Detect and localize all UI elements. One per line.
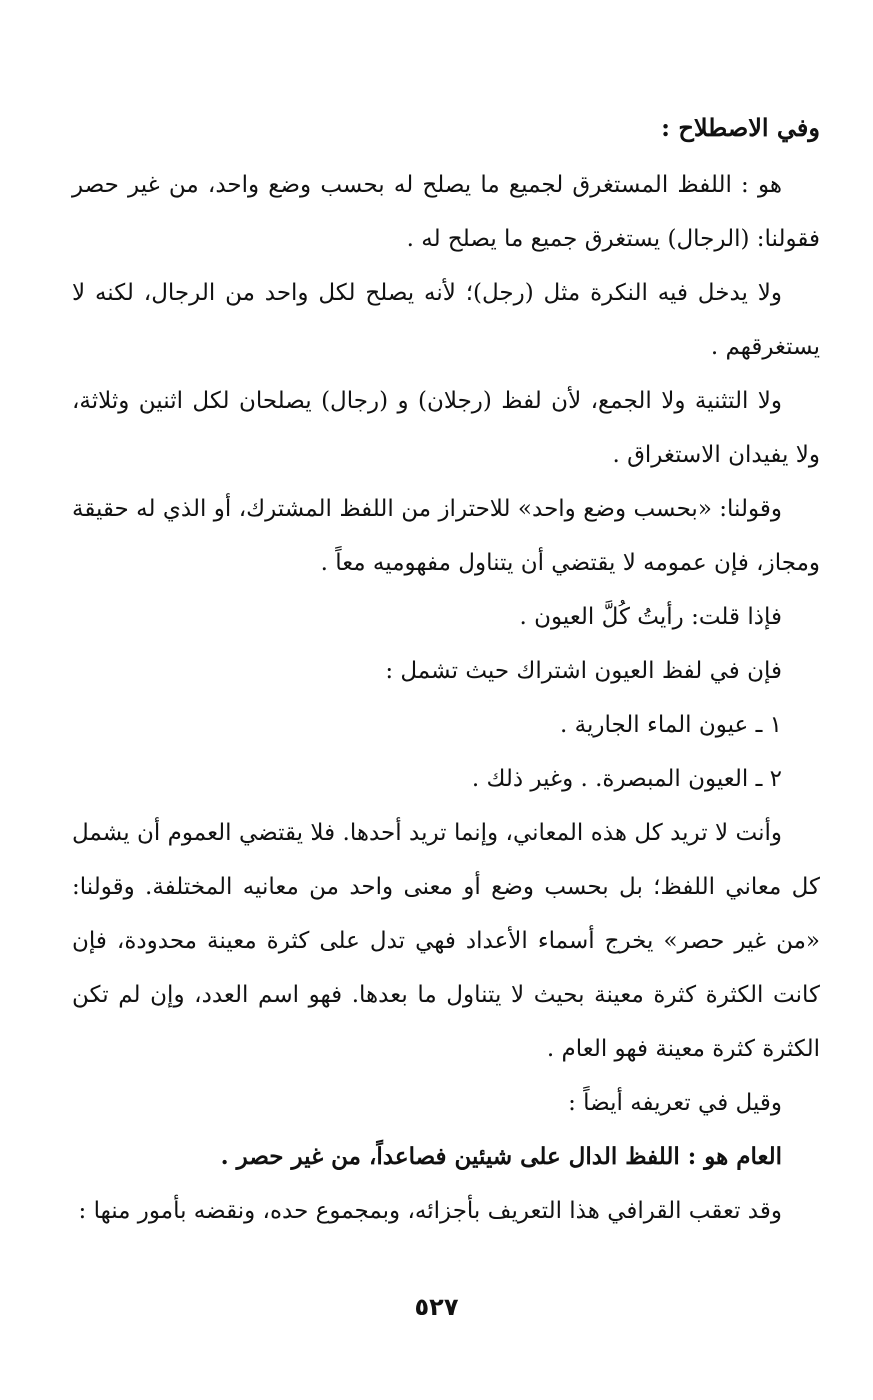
paragraph-definition: هو : اللفظ المستغرق لجميع ما يصلح له بحسب وضع واحد، من غير حصر فقولنا: (الرجال) يستغرق جميع ما يصلح له . — [72, 172, 820, 252]
paragraph-alt-definition-intro: وقيل في تعريفه أيضاً : — [568, 1090, 782, 1116]
list-item-1: ١ ـ عيون الماء الجارية . — [559, 712, 782, 738]
page-number: ٥٢٧ — [414, 1293, 459, 1321]
section-heading: وفي الاصطلاح : — [661, 113, 820, 142]
paragraph-dual-plural: ولا التثنية ولا الجمع، لأن لفظ (رجلان) و (رجال) يصلحان لكل اثنين وثلاثة، ولا يفيدان الاستغراق . — [72, 388, 820, 468]
page-body — [72, 100, 820, 1238]
paragraph-explanation: وأنت لا تريد كل هذه المعاني، وإنما تريد أحدها. فلا يقتضي العموم أن يشمل كل معاني اللفظ؛ بل بحسب وضع أو معنى واحد من معانيه المختلفة. وقولنا: «من غير حصر» يخرج أسماء الأعداد فهي تدل على كثرة معينة محدودة، فإن كانت الكثرة كثرة معينة بحيث لا يتناول ما بعدها. فهو اسم العدد، وإن لم تكن الكثرة كثرة معينة فهو العام . — [72, 820, 820, 1062]
paragraph-example: فإذا قلت: رأيتُ كُلَّ العيون . — [519, 604, 782, 630]
paragraph-homonym: فإن في لفظ العيون اشتراك حيث تشمل : — [385, 658, 782, 684]
list-item-2: ٢ ـ العيون المبصرة. . وغير ذلك . — [471, 766, 782, 792]
paragraph-qarafi: وقد تعقب القرافي هذا التعريف بأجزائه، وبمجموع حده، ونقضه بأمور منها : — [78, 1198, 782, 1224]
paragraph-indefinite: ولا يدخل فيه النكرة مثل (رجل)؛ لأنه يصلح لكل واحد من الرجال، لكنه لا يستغرقهم . — [72, 280, 820, 360]
paragraph-single-meaning: وقولنا: «بحسب وضع واحد» للاحتراز من اللفظ المشترك، أو الذي له حقيقة ومجاز، فإن عمومه لا يقتضي أن يتناول مفهوميه معاً . — [72, 496, 820, 576]
paragraph-alt-definition: العام هو : اللفظ الدال على شيئين فصاعداً، من غير حصر . — [220, 1143, 782, 1170]
